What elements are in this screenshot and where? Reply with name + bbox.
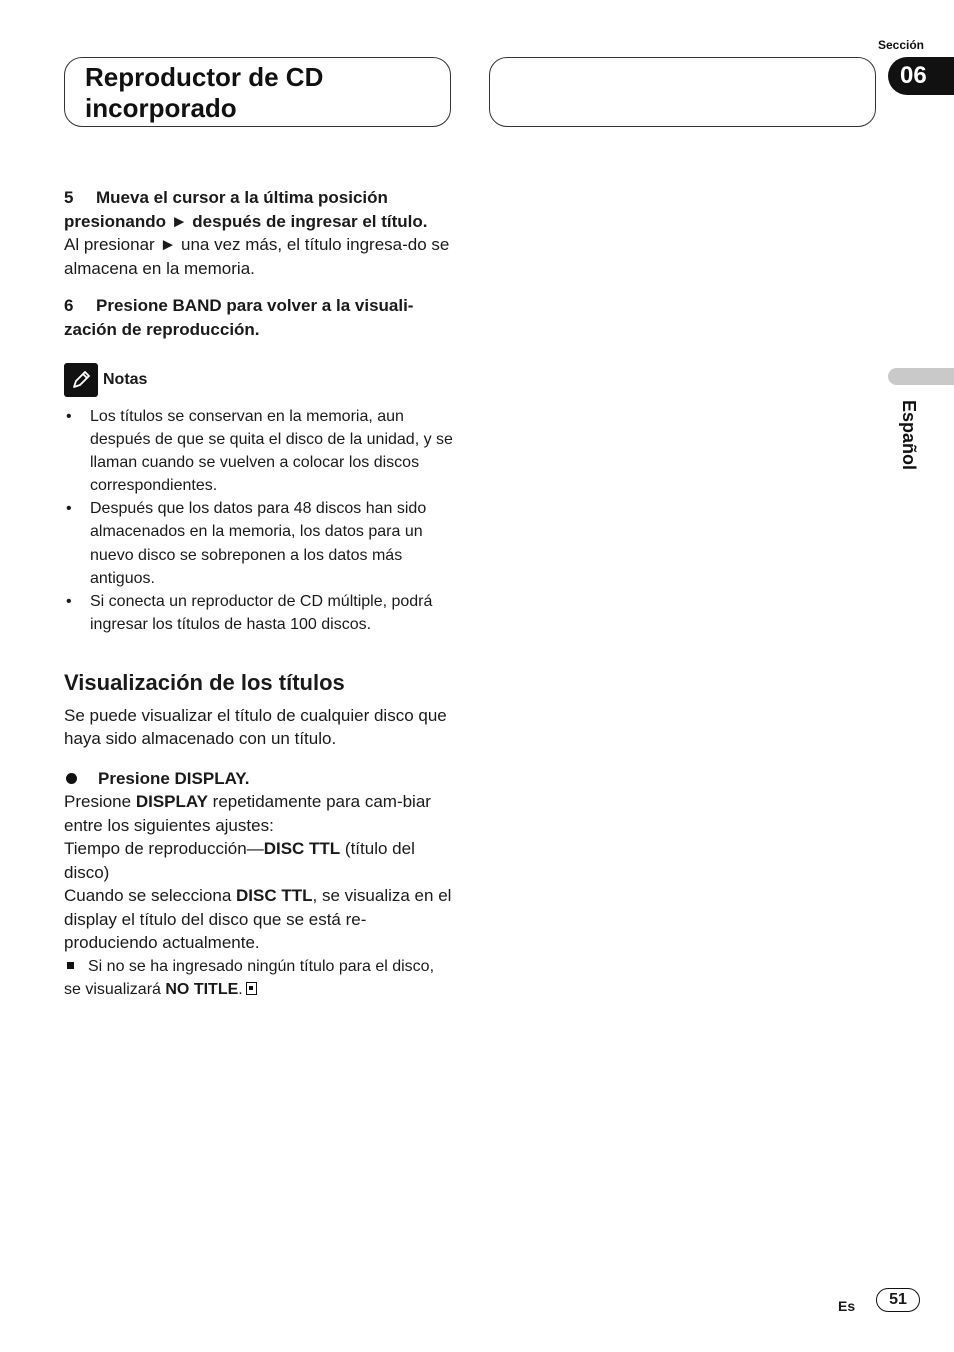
body-text: una vez más, el título ingresa-do se almacena en la memoria.: [64, 235, 450, 278]
step-text: Presione BAND para volver a la visuali-zación de reproducción.: [64, 296, 414, 339]
pencil-note-icon: [64, 363, 98, 397]
list-item: • Si conecta un reproductor de CD múltiple, podrá ingresar los títulos de hasta 100 discos.: [64, 590, 454, 636]
section-label: Sección: [877, 38, 925, 52]
keyword-display: DISPLAY: [135, 792, 208, 812]
step-number: 5: [64, 188, 74, 207]
language-label: Español: [899, 400, 919, 471]
section-intro: Se puede visualizar el título de cualquier disco que haya sido almacenado con un título.: [64, 705, 447, 749]
step-number: 6: [64, 296, 74, 315]
chapter-title-box: [64, 57, 451, 127]
chapter-title: [85, 62, 440, 124]
display-paragraph-3: [64, 884, 454, 955]
section-number-tab: 06: [888, 57, 954, 95]
end-of-section-icon: [246, 982, 257, 995]
square-bullet-icon: [67, 962, 74, 969]
keyword-disc-ttl: DISC TTL: [236, 886, 313, 906]
language-code: Es: [838, 1298, 856, 1314]
play-arrow-icon: ►: [159, 235, 177, 254]
main-column: [64, 186, 454, 1002]
notes-header: [64, 363, 454, 397]
notes-list: [64, 405, 454, 636]
chapter-title-line1: Reproductor de CD: [85, 62, 324, 92]
display-paragraph-1: [64, 790, 454, 837]
body-text: Cuando se selecciona: [64, 886, 237, 906]
step-text: Mueva el cursor a la última posición presionando: [64, 188, 388, 231]
empty-header-box: [489, 57, 876, 127]
play-arrow-icon: ►: [170, 211, 188, 231]
body-text: Al presionar: [64, 235, 160, 254]
action-text: Presione DISPLAY.: [98, 768, 250, 788]
keyword-disc-ttl: DISC TTL: [263, 839, 341, 859]
chapter-title-line2: incorporado: [85, 93, 237, 123]
page-number: 51: [876, 1288, 920, 1312]
action-step: [64, 767, 454, 791]
step-text: después de ingresar el título.: [187, 211, 428, 231]
step-5-body: [64, 233, 454, 280]
body-text: Tiempo de reproducción—: [64, 839, 264, 859]
body-text: Si no se ha ingresado ningún título para el disco, se visualizará: [64, 957, 435, 999]
keyword-no-title: NO TITLE: [165, 981, 239, 999]
body-text: (título del disco): [64, 839, 415, 882]
notes-title: Notas: [103, 371, 148, 388]
language-bar: [888, 368, 954, 385]
step-5-heading: [64, 186, 454, 233]
display-paragraph-2: [64, 837, 454, 884]
bullet-dot-icon: [66, 773, 77, 784]
display-note: [64, 955, 454, 1002]
list-item: • Después que los datos para 48 discos han sido almacenados en la memoria, los datos para un nuevo disco se sobreponen a los datos más antiguos.: [64, 497, 454, 589]
section-heading: Visualización de los títulos: [64, 669, 345, 695]
body-text: repetidamente para cam-biar entre los siguientes ajustes:: [64, 792, 431, 835]
body-text: , se visualiza en el display el título del disco que se está re-produciendo actualmente.: [64, 886, 452, 953]
body-text: .: [238, 981, 243, 999]
body-text: Presione: [64, 792, 136, 812]
step-6-heading: [64, 294, 454, 341]
list-item: • Los títulos se conservan en la memoria, aun después de que se quita el disco de la unidad, y se llaman cuando se vuelven a colocar los discos correspondientes.: [64, 405, 454, 497]
